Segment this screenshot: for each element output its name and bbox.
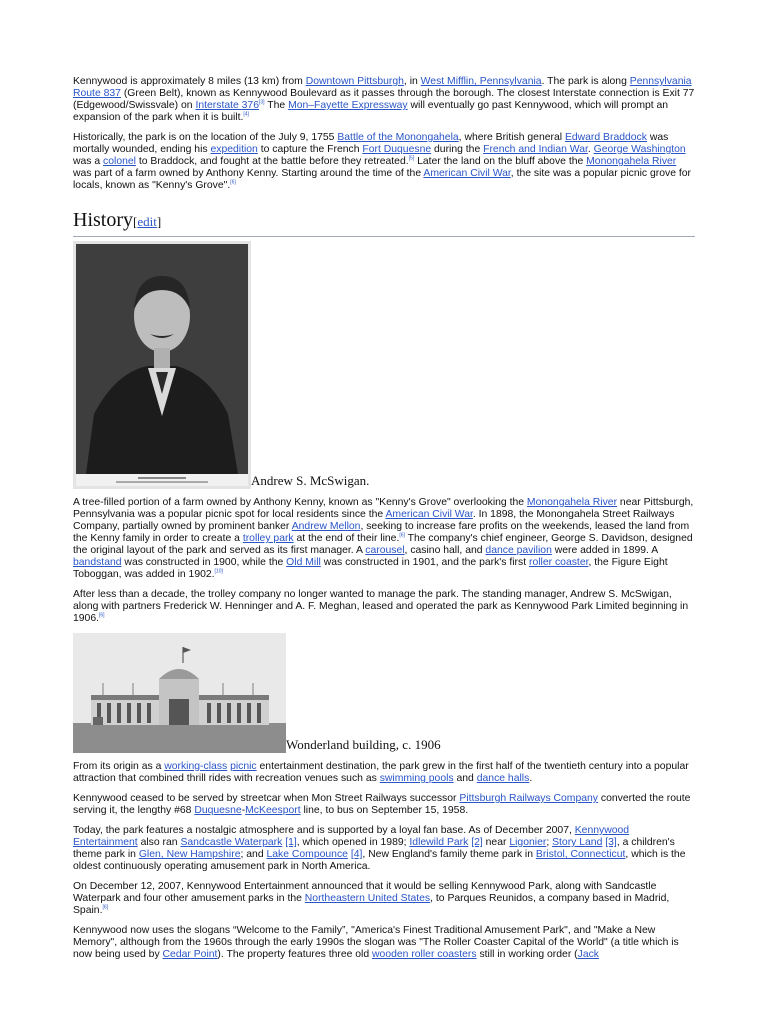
text: (Green Belt), known as Kennywood Boulevard as it passes through the borough. The closest Interstate connection is Exit 77 (Edgewood/Swissvale) on <box>73 88 695 111</box>
text: . <box>529 773 533 784</box>
portrait-image[interactable] <box>73 241 251 489</box>
link-working-class[interactable]: working-class <box>164 761 228 772</box>
text: On December 12, 2007, Kennywood Entertainment announced that it would be selling Kennywood Park, along with Sandcastle Waterpark and four other amusement parks in the <box>73 881 657 904</box>
link-mon-fayette-expressway[interactable]: Mon–Fayette Expressway <box>288 100 408 111</box>
link-expedition[interactable]: expedition <box>210 144 258 155</box>
link-battle-monongahela[interactable]: Battle of the Monongahela <box>337 132 459 143</box>
text: , casino hall, and <box>404 545 486 556</box>
text: , where British general <box>458 132 565 143</box>
text: , the site was a popular picnic grove for locals, known as "Kenny's Grove". <box>73 168 691 191</box>
text: , New England's family theme park in <box>362 849 536 860</box>
citation-ref[interactable]: [5] <box>408 155 415 162</box>
link-picnic[interactable]: picnic <box>230 761 257 772</box>
citation-ref[interactable]: [10] <box>214 568 223 575</box>
text: was mortally wounded, ending his <box>73 132 669 155</box>
intro-paragraph-location <box>73 76 695 124</box>
text: Kennywood now uses the slogans “Welcome to the Family”, "America's Finest Traditional Amusement Park", and "Make a New Memory", although from the 1960s through the early 1990s the slogan was "The Roller Coaster Capital of the World" (a title which is now being used by <box>73 925 679 960</box>
link-american-civil-war[interactable]: American Civil War <box>385 509 473 520</box>
section-title: History <box>73 209 133 231</box>
history-paragraph-sale <box>73 881 695 917</box>
citation-ref[interactable]: [6] <box>102 904 109 911</box>
text: entertainment destination, the park grew in the first half of the twentieth century into a popular attraction that combined thrill rides with recreation venues such as <box>73 761 689 784</box>
link-dance-halls[interactable]: dance halls <box>476 773 530 784</box>
link-edward-braddock[interactable]: Edward Braddock <box>564 132 647 143</box>
text: and <box>453 773 477 784</box>
link-dance-pavilion[interactable]: dance pavilion <box>485 545 552 556</box>
citation-ref[interactable]: [6] <box>230 179 236 186</box>
text: was a <box>73 156 104 167</box>
link-mckeesport[interactable]: McKeesport <box>245 805 301 816</box>
link-interstate-376[interactable]: Interstate 376 <box>195 100 259 111</box>
history-paragraph-slogans <box>73 925 695 961</box>
link-american-civil-war[interactable]: American Civil War <box>423 168 511 179</box>
portrait-plate <box>76 474 248 486</box>
figure-mcswigan <box>73 241 695 489</box>
text: will eventually go past Kennywood, which will prompt an expansion of the park when it is built. <box>73 100 669 123</box>
text: . The park is along <box>541 76 630 87</box>
link-trolley-park[interactable]: trolley park <box>242 533 294 544</box>
text: , which opened in 1989; <box>296 837 410 848</box>
link-northeastern-us[interactable]: Northeastern United States <box>304 893 431 904</box>
link-monongahela-river[interactable]: Monongahela River <box>526 497 618 508</box>
wonderland-building-icon <box>73 633 286 753</box>
edit-link[interactable]: edit <box>137 214 157 229</box>
text: , which is the oldest continuously operating amusement park in North America. <box>73 849 686 872</box>
text: From its origin as a <box>73 761 165 772</box>
text: to Braddock, and fought at the battle before they retreated. <box>135 156 409 167</box>
link-old-mill[interactable]: Old Mill <box>286 557 321 568</box>
edit-bracket: [ <box>133 214 138 229</box>
citation-ref[interactable]: [6] <box>399 532 405 539</box>
text: ; <box>546 837 553 848</box>
link-bristol-connecticut[interactable]: Bristol, Connecticut <box>535 849 626 860</box>
text: , a children's theme park in <box>73 837 675 860</box>
link-pittsburgh-railways[interactable]: Pittsburgh Railways Company <box>459 793 598 804</box>
link-duquesne[interactable]: Duquesne <box>194 805 242 816</box>
figure-caption: Wonderland building, c. 1906 <box>286 737 441 752</box>
text: - <box>241 805 246 816</box>
history-paragraph-lease <box>73 589 695 625</box>
text: was constructed in 1900, while the <box>121 557 287 568</box>
figure-wonderland <box>73 633 695 753</box>
link-cedar-point[interactable]: Cedar Point <box>162 949 218 960</box>
link-carousel[interactable]: carousel <box>365 545 405 556</box>
text: converted the route serving it, the lengthy #68 <box>73 793 691 816</box>
link-kennywood-entertainment[interactable]: Kennywood Entertainment <box>73 825 630 848</box>
link-swimming-pools[interactable]: swimming pools <box>379 773 454 784</box>
link-andrew-mellon[interactable]: Andrew Mellon <box>291 521 361 532</box>
text: , to Parques Reunidos, a company based in Madrid, Spain. <box>73 893 670 916</box>
link-monongahela-river[interactable]: Monongahela River <box>586 156 677 167</box>
text: Historically, the park is on the location of the July 9, 1755 <box>73 132 338 143</box>
text: ; and <box>240 849 267 860</box>
citation-ref[interactable]: [6] <box>99 612 105 619</box>
text: at the end of their line. <box>293 533 400 544</box>
history-paragraph-growth <box>73 761 695 785</box>
link-wooden-roller-coasters[interactable]: wooden roller coasters <box>372 949 477 960</box>
portrait-photo-icon <box>76 244 248 474</box>
text: also ran <box>137 837 181 848</box>
link-external-1[interactable]: [1] <box>285 837 297 848</box>
text: ). The property features three old <box>217 949 373 960</box>
text: After less than a decade, the trolley company no longer wanted to manage the park. The standing manager, Andrew S. McSwigan, along with partners Frederick W. Henninger and A. F. Meghan, leased and operated the park as Kennywood Park Limited beginning in 1906. <box>73 589 689 624</box>
text: The <box>264 100 289 111</box>
link-fort-duquesne[interactable]: Fort Duquesne <box>362 144 432 155</box>
link-sandcastle-waterpark[interactable]: Sandcastle Waterpark <box>180 837 283 848</box>
wonderland-image[interactable] <box>73 633 286 753</box>
text: The company's chief engineer, George S. Davidson, designed the original layout of the park and served as its first manager. A <box>73 533 693 556</box>
history-paragraph-streetcar <box>73 793 695 817</box>
link-colonel[interactable]: colonel <box>103 156 136 167</box>
link-pa-route-837[interactable]: Pennsylvania Route 837 <box>73 76 692 99</box>
plate-inscription-icon <box>76 474 248 486</box>
link-external-3[interactable]: [3] <box>605 837 617 848</box>
link-story-land[interactable]: Story Land <box>552 837 603 848</box>
text: Today, the park features a nostalgic atmosphere and is supported by a loyal fan base. As of December 2007, <box>73 825 575 836</box>
text: . In 1898, the Monongahela Street Railways Company, partially owned by prominent banker <box>73 509 675 532</box>
text: Kennywood ceased to be served by streetcar when Mon Street Railways successor <box>73 793 460 804</box>
history-paragraph-origins <box>73 497 695 581</box>
citation-ref[interactable]: [4] <box>243 111 249 118</box>
link-external-4[interactable]: [4] <box>350 849 363 860</box>
text: were added in 1899. A <box>551 545 658 556</box>
text: still in working order ( <box>476 949 578 960</box>
text: during the <box>431 144 484 155</box>
text: Later the land on the bluff above the <box>414 156 587 167</box>
text: line, to bus on September 15, 1958. <box>300 805 469 816</box>
text: near Pittsburgh, Pennsylvania was a popular picnic spot for local residents since the <box>73 497 694 520</box>
link-roller-coaster[interactable]: roller coaster <box>529 557 589 568</box>
text: . <box>587 144 594 155</box>
text: was constructed in 1901, and the park's first <box>320 557 529 568</box>
text: to capture the French <box>257 144 363 155</box>
link-lake-compounce[interactable]: Lake Compounce <box>266 849 348 860</box>
citation-ref[interactable]: [3] <box>259 99 265 106</box>
link-george-washington[interactable]: George Washington <box>593 144 686 155</box>
article-body <box>73 76 695 969</box>
edit-bracket: ] <box>156 214 162 229</box>
intro-paragraph-history <box>73 132 695 192</box>
section-heading-history <box>73 208 695 237</box>
text: , in <box>403 76 421 87</box>
link-bandstand[interactable]: bandstand <box>73 557 122 568</box>
text: , seeking to increase fare profits on the weekends, leased the land from the Kenny family in order to create a <box>73 521 690 544</box>
link-glen-new-hampshire[interactable]: Glen, New Hampshire <box>138 849 241 860</box>
link-external-2[interactable]: [2] <box>471 837 483 848</box>
link-west-mifflin[interactable]: West Mifflin, Pennsylvania <box>420 76 542 87</box>
link-ligonier[interactable]: Ligonier <box>509 837 547 848</box>
text: A tree-filled portion of a farm owned by Anthony Kenny, known as "Kenny's Grove" overlooking the <box>73 497 527 508</box>
text: Kennywood is approximately 8 miles (13 km) from <box>73 76 306 87</box>
edit-section <box>133 214 161 229</box>
link-french-indian-war[interactable]: French and Indian War <box>483 144 588 155</box>
history-paragraph-today <box>73 825 695 873</box>
link-jack-rabbit[interactable]: Jack <box>577 949 600 960</box>
link-idlewild-park[interactable]: Idlewild Park <box>409 837 469 848</box>
link-downtown-pittsburgh[interactable]: Downtown Pittsburgh <box>305 76 404 87</box>
text: near <box>482 837 510 848</box>
text: was part of a farm owned by Anthony Kenny. Starting around the time of the <box>73 168 424 179</box>
figure-caption: Andrew S. McSwigan. <box>251 473 370 488</box>
text: , the Figure Eight Toboggan, was added in 1902. <box>73 557 668 580</box>
